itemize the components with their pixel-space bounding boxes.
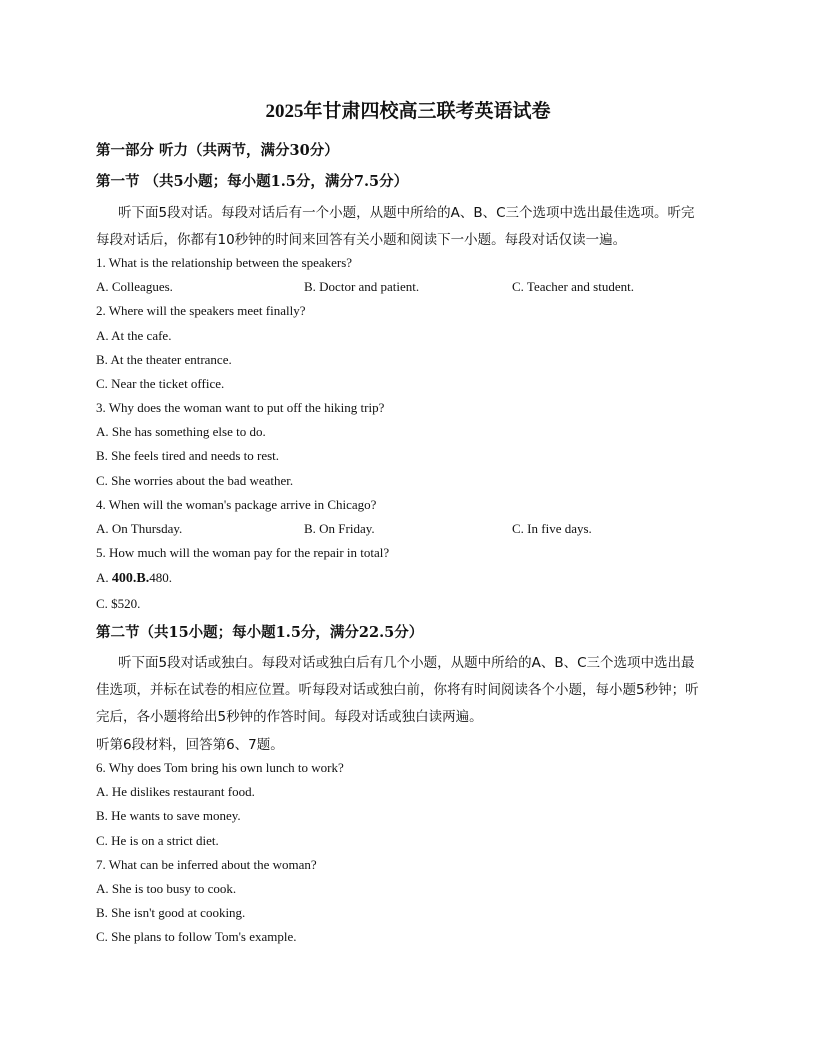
question-5-option-c[interactable]: C. $520. — [96, 596, 141, 611]
question-5-option-b-value: 480. — [149, 570, 172, 585]
question-2-option-b[interactable]: B. At the theater entrance. — [96, 352, 232, 367]
section2-instruction-line2: 佳选项，并标在试卷的相应位置。听每段对话或独白前，你将有时间阅读各个小题，每小题5秒钟；听 — [96, 682, 699, 698]
question-1-option-b[interactable]: B. Doctor and patient. — [304, 279, 420, 294]
question-5-stem: 5. How much will the woman pay for the repair in total? — [96, 545, 390, 560]
section2-instruction-line3: 完后，各小题将给出5秒钟的作答时间。每段对话或独白读两遍。 — [96, 709, 483, 725]
question-6-option-c[interactable]: C. He is on a strict diet. — [96, 833, 219, 848]
question-3-option-a[interactable]: A. She has something else to do. — [96, 424, 266, 439]
question-4-option-b[interactable]: B. On Friday. — [304, 521, 375, 536]
question-5-options-ab[interactable] — [96, 570, 172, 587]
question-2-option-a[interactable]: A. At the cafe. — [96, 328, 172, 343]
section1-instruction-line2: 每段对话后，你都有10秒钟的时间来回答有关小题和阅读下一小题。每段对话仅读一遍。 — [96, 232, 627, 248]
question-3-option-c[interactable]: C. She worries about the bad weather. — [96, 473, 294, 488]
question-2-stem: 2. Where will the speakers meet finally? — [96, 303, 306, 318]
question-2-option-c[interactable]: C. Near the ticket office. — [96, 376, 225, 391]
question-1-option-a[interactable]: A. Colleagues. — [96, 279, 173, 294]
question-4-stem: 4. When will the woman's package arrive in Chicago? — [96, 497, 377, 512]
question-7-option-c[interactable]: C. She plans to follow Tom's example. — [96, 929, 297, 944]
question-6-option-a[interactable]: A. He dislikes restaurant food. — [96, 784, 255, 799]
section1-instruction-line1: 听下面5段对话。每段对话后有一个小题，从题中所给的A、B、C三个选项中选出最佳选项。听完 — [118, 205, 695, 221]
question-1-option-c[interactable]: C. Teacher and student. — [512, 279, 634, 294]
material-6-note: 听第6段材料，回答第6、7题。 — [96, 737, 284, 753]
section1-heading: 第一节 （共5小题；每小题1.5分，满分7.5分） — [96, 173, 409, 190]
question-1-stem: 1. What is the relationship between the speakers? — [96, 255, 353, 270]
part1-heading: 第一部分 听力（共两节，满分30分） — [96, 142, 339, 159]
question-4-option-c[interactable]: C. In five days. — [512, 521, 592, 536]
section2-heading: 第二节（共15小题；每小题1.5分，满分22.5分） — [96, 624, 424, 641]
question-6-stem: 6. Why does Tom bring his own lunch to work? — [96, 760, 344, 775]
question-4-option-a[interactable]: A. On Thursday. — [96, 521, 183, 536]
question-3-option-b[interactable]: B. She feels tired and needs to rest. — [96, 448, 280, 463]
question-7-stem: 7. What can be inferred about the woman? — [96, 857, 317, 872]
question-5-option-a-value: 400.B. — [111, 571, 150, 586]
question-7-option-b[interactable]: B. She isn't good at cooking. — [96, 905, 246, 920]
question-7-option-a[interactable]: A. She is too busy to cook. — [96, 881, 237, 896]
question-5-option-a-prefix: A. — [96, 570, 112, 585]
question-3-stem: 3. Why does the woman want to put off the hiking trip? — [96, 400, 385, 415]
section2-instruction-line1: 听下面5段对话或独白。每段对话或独白后有几个小题，从题中所给的A、B、C三个选项中选出最 — [118, 655, 695, 671]
question-6-option-b[interactable]: B. He wants to save money. — [96, 808, 241, 823]
exam-title: 2025年甘肃四校高三联考英语试卷 — [265, 101, 551, 122]
